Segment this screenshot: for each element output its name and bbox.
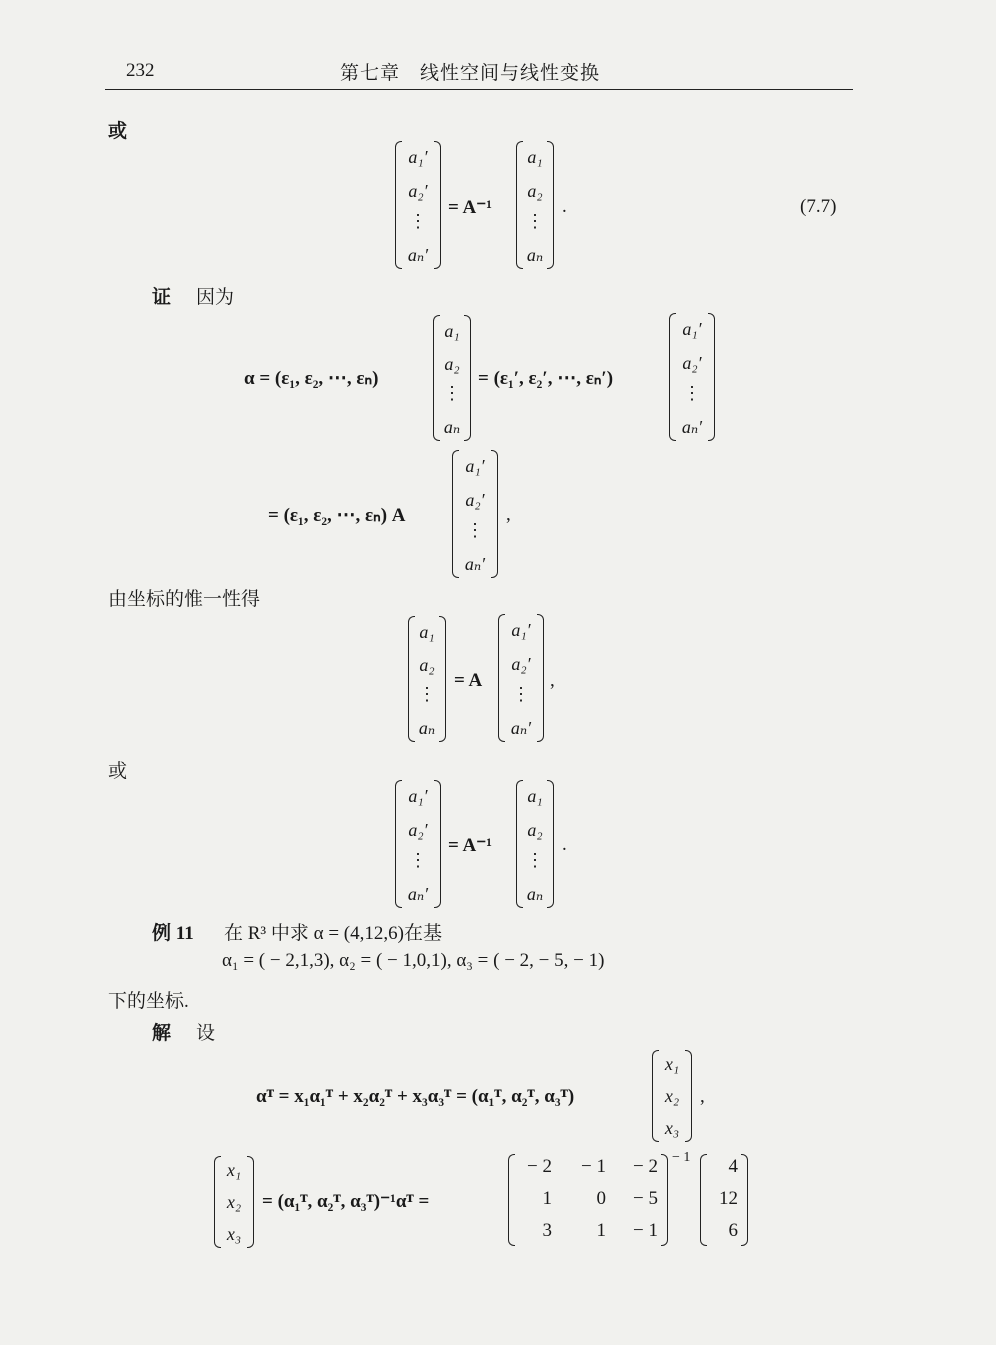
page-number: 232: [126, 60, 155, 81]
comma: ,: [700, 1086, 705, 1107]
uniq-operator: = A: [454, 670, 483, 691]
eq77-operator: = A⁻¹: [448, 197, 492, 218]
header-rule: [105, 89, 853, 90]
vector-a-prime-line2: a₁′ a₂′ ⋮ aₙ′: [452, 450, 498, 578]
solution-line2: = (α₁ᵀ, α₂ᵀ, α₃ᵀ)⁻¹αᵀ =: [262, 1191, 430, 1212]
uniqueness-text: 由坐标的惟一性得: [108, 589, 261, 610]
vector-a-2: a₁ a₂ ⋮ aₙ: [516, 780, 554, 908]
vector-a-prime-proof: a₁′ a₂′ ⋮ aₙ′: [669, 313, 715, 441]
vector-a-proof: a₁ a₂ ⋮ aₙ: [433, 315, 471, 441]
solution-label: 解: [152, 1023, 172, 1044]
proof-mid: = (ε₁′, ε₂′, ⋯, εₙ′): [478, 368, 614, 389]
inverse-exponent: − 1: [672, 1150, 691, 1165]
or-label-2: 或: [108, 761, 128, 782]
eq77-operator-2: = A⁻¹: [448, 835, 492, 856]
period: .: [562, 196, 567, 217]
solution-line1: αᵀ = x₁α₁ᵀ + x₂α₂ᵀ + x₃α₃ᵀ = (α₁ᵀ, α₂ᵀ, α₃ᵀ): [256, 1086, 575, 1107]
comma: ,: [550, 670, 555, 691]
rhs-vector: 4 12 6: [700, 1154, 748, 1246]
vector-a: a₁ a₂ ⋮ aₙ: [516, 141, 554, 269]
example-basis: α₁ = ( − 2,1,3), α₂ = ( − 1,0,1), α₃ = ( − 2, − 5, − 1): [222, 950, 605, 971]
vector-a-prime-uniq: a₁′ a₂′ ⋮ aₙ′: [498, 614, 544, 742]
chapter-title: 第七章 线性空间与线性变换: [340, 63, 601, 84]
vector-a-uniq: a₁ a₂ ⋮ aₙ: [408, 616, 446, 742]
equation-number: (7.7): [800, 196, 837, 217]
proof-line2: = (ε₁, ε₂, ⋯, εₙ) A: [268, 505, 406, 526]
example-statement-end: 下的坐标.: [108, 991, 189, 1012]
proof-lhs: α = (ε₁, ε₂, ⋯, εₙ): [244, 368, 379, 389]
because-text: 因为: [196, 287, 235, 308]
period: .: [562, 834, 567, 855]
let-text: 设: [196, 1023, 216, 1044]
comma: ,: [506, 504, 511, 525]
or-label-1: 或: [108, 121, 128, 142]
example-label: 例 11: [152, 923, 194, 944]
vector-a-prime: a₁′ a₂′ ⋮ aₙ′: [395, 141, 441, 269]
example-statement: 在 R³ 中求 α = (4,12,6)在基: [224, 923, 442, 944]
vector-x-2: x₁ x₂ x₃: [214, 1156, 254, 1248]
vector-x: x₁ x₂ x₃: [652, 1050, 692, 1142]
coefficient-matrix: − 2 − 1 − 2 1 0 − 5 3 1 − 1: [508, 1154, 668, 1246]
proof-label: 证: [152, 287, 172, 308]
vector-a-prime-2: a₁′ a₂′ ⋮ aₙ′: [395, 780, 441, 908]
